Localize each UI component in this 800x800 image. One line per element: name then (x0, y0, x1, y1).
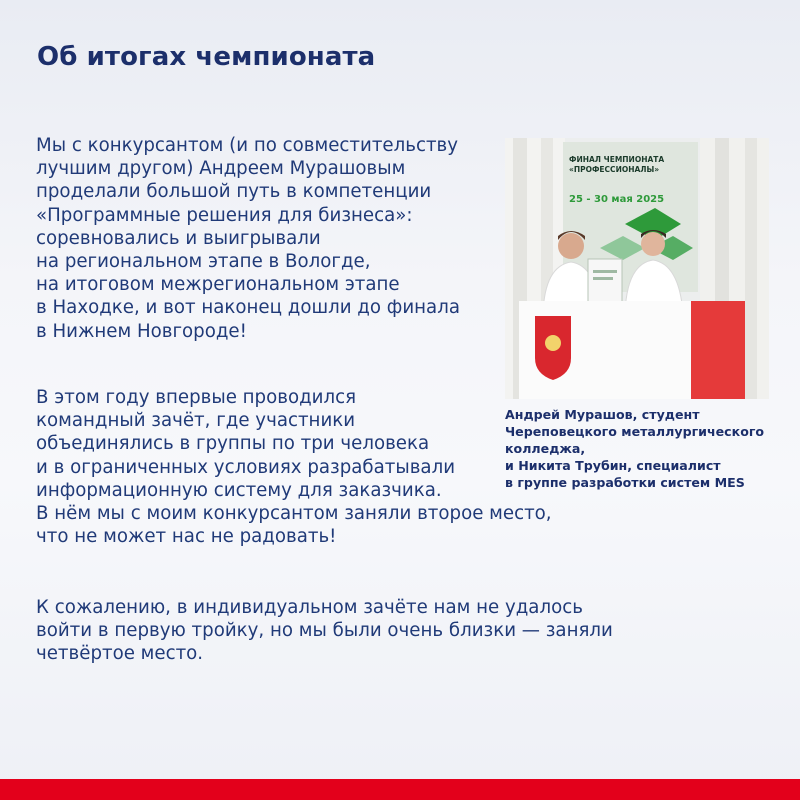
championship-photo (505, 138, 769, 399)
paragraph-team-result: В этом году впервые проводился командный зачёт, где участники объединялись в группы по три человека и в ограниченных условиях разрабатывали информационную систему для заказчика. В нём мы с моим конкурсантом заняли второе место, что не может нас не радовать! (36, 387, 552, 548)
page-title: Об итогах чемпионата (37, 42, 376, 72)
bottom-accent-bar (0, 779, 800, 800)
sign-title-line2: «ПРОФЕССИОНАЛЫ» (569, 165, 660, 174)
sign-dates: 25 - 30 мая 2025 (569, 194, 665, 205)
sign-title-line1: ФИНАЛ ЧЕМПИОНАТА (569, 155, 665, 164)
paragraph-individual-result: К сожалению, в индивидуальном зачёте нам не удалось войти в первую тройку, но мы были очень близки — заняли четвёртое место. (36, 597, 613, 665)
photo-caption: Андрей Мурашов, студент Череповецкого металлургического колледжа, и Никита Трубин, специалист в группе разработки систем MES (505, 407, 765, 490)
paragraph-journey: Мы с конкурсантом (и по совместительству лучшим другом) Андреем Мурашовым проделали большой путь в компетенции «Программные решения для бизнеса»: соревновались и выигрывали на региональном этапе в Вологде, на итоговом межрегиональном этапе в Находке, и вот наконец дошли до финала в Нижнем Новгороде! (36, 135, 460, 342)
